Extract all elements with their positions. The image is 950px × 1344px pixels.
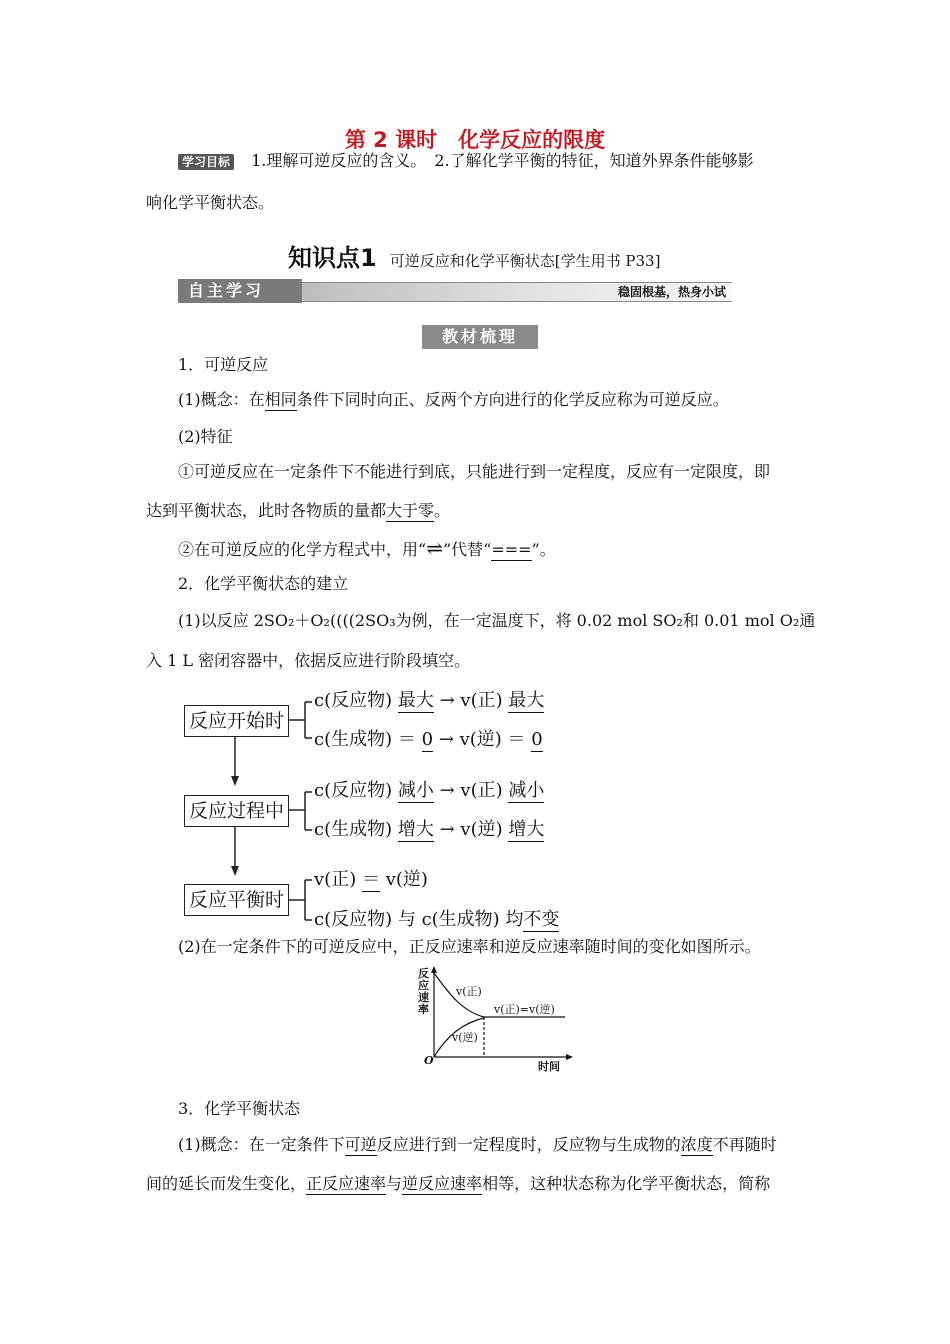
goals-line-2: 响化学平衡状态。 xyxy=(146,193,275,212)
flow-row-equilibrium-rate xyxy=(314,867,428,893)
paragraph-concept xyxy=(178,389,808,411)
knowledge-point-heading xyxy=(288,238,660,273)
paragraph-feature-1b xyxy=(146,500,806,522)
flow-box-equilibrium: 反应平衡时 xyxy=(184,884,289,916)
paragraph-feature-1a: ①可逆反应在一定条件下不能进行到底，只能进行到一定程度，反应有一定限度，即 xyxy=(178,462,771,481)
text-span: 条件下同时向正、反两个方向进行的化学反应称为可逆反应。 xyxy=(296,390,729,409)
flow-box-process: 反应过程中 xyxy=(184,795,289,827)
answer-blank: 相同 xyxy=(264,390,297,409)
paragraph-graph-intro: (2)在一定条件下的可逆反应中，正反应速率和逆反应速率随时间的变化如图所示。 xyxy=(178,937,761,956)
text-span: 相等，这种状态称为化学平衡状态，简称 xyxy=(482,1174,771,1193)
text-span: → v(逆) xyxy=(439,819,503,840)
banner-slogan: 稳固根基，热身小试 xyxy=(617,285,726,299)
answer-blank: 增大 xyxy=(508,819,545,840)
text-span: c(生成物) xyxy=(314,819,393,840)
graph-ylabel-2: 应 xyxy=(418,979,429,992)
answer-blank: 正反应速率 xyxy=(306,1174,387,1193)
text-span: 不再随时 xyxy=(712,1135,777,1154)
answer-blank: 0 xyxy=(421,729,434,750)
answer-blank: 可逆 xyxy=(344,1135,377,1154)
banner-strip xyxy=(302,282,732,302)
goals-text-1: 1.理解可逆反应的含义。 2.了解化学平衡的特征，知道外界条件能够影 xyxy=(251,151,754,170)
section-label: 教材梳理 xyxy=(422,325,538,349)
graph-origin: O xyxy=(424,1054,434,1067)
text-span: v(逆) xyxy=(385,869,428,890)
graph-label-forward: v(正) xyxy=(456,985,482,998)
graph-ylabel-3: 速 xyxy=(418,991,429,1004)
heading-features: (2)特征 xyxy=(178,427,233,446)
knowledge-point-subtitle: 可逆反应和化学平衡状态[学生用书 P33] xyxy=(389,252,661,270)
answer-blank: 0 xyxy=(531,729,543,750)
graph-label-equal: v(正)=v(逆) xyxy=(494,1003,555,1016)
graph-xlabel: 时间 xyxy=(538,1060,560,1073)
text-span: 达到平衡状态，此时各物质的量都 xyxy=(146,501,387,520)
text-span: (1)概念：在一定条件下 xyxy=(178,1135,345,1154)
text-span: ”。 xyxy=(531,540,556,559)
text-span: → v(正) xyxy=(439,690,503,711)
answer-blank: 不变 xyxy=(523,909,560,930)
text-span: → v(逆) ＝ xyxy=(438,729,526,750)
flow-box-start: 反应开始时 xyxy=(184,705,289,737)
heading-reversible-reaction: 1．可逆反应 xyxy=(178,355,269,374)
flow-row-process-reactant xyxy=(314,778,544,804)
text-span: 与 xyxy=(386,1174,403,1193)
heading-chemical-equilibrium: 3．化学平衡状态 xyxy=(178,1099,301,1118)
goals-badge: 学习目标 xyxy=(178,154,234,170)
graph-ylabel-4: 率 xyxy=(418,1003,429,1016)
text-span: → v(正) xyxy=(439,780,503,801)
text-span: c(反应物) 与 c(生成物) 均 xyxy=(314,909,524,930)
paragraph-equilibrium-concept-a xyxy=(178,1134,808,1156)
knowledge-point-number: 知识点1 xyxy=(288,244,377,272)
flow-row-start-product xyxy=(314,727,543,753)
answer-blank: 增大 xyxy=(397,819,434,840)
heading-equilibrium-establishment: 2．化学平衡状态的建立 xyxy=(178,574,349,593)
rate-time-graph xyxy=(410,965,580,1075)
banner-label: 自主学习 xyxy=(178,279,302,303)
text-span: ”代替“ xyxy=(442,540,492,559)
equals-sign: === xyxy=(491,540,532,559)
text-span: v(正) xyxy=(314,869,357,890)
page-title: 第 2 课时 化学反应的限度 xyxy=(344,128,606,152)
answer-blank: 减小 xyxy=(397,780,434,801)
text-span: c(反应物) xyxy=(314,780,393,801)
text-span: 间的延长而发生变化， xyxy=(146,1174,307,1193)
goals-line-1 xyxy=(178,150,838,173)
answer-blank: 最大 xyxy=(508,690,545,711)
text-span: 。 xyxy=(434,501,451,520)
flow-row-process-product xyxy=(314,817,544,843)
text-span: 反应进行到一定程度时，反应物与生成物的 xyxy=(376,1135,681,1154)
paragraph-feature-2 xyxy=(178,537,808,561)
answer-blank: 大于零 xyxy=(386,501,435,520)
flow-row-start-reactant xyxy=(314,688,544,714)
graph-label-reverse: v(逆) xyxy=(452,1031,478,1044)
text-span: c(反应物) xyxy=(314,690,393,711)
reversible-arrow-icon: ⇌ xyxy=(426,536,443,560)
paragraph-example-b: 入 1 L 密闭容器中，依据反应进行阶段填空。 xyxy=(146,651,471,670)
answer-blank: 逆反应速率 xyxy=(402,1174,483,1193)
text-span: (1)概念：在 xyxy=(178,390,265,409)
paragraph-equilibrium-concept-b xyxy=(146,1173,806,1195)
self-study-banner xyxy=(178,279,800,303)
answer-blank: 最大 xyxy=(397,690,434,711)
paragraph-example-a: (1)以反应 2SO₂＋O₂((((2SO₃为例，在一定温度下，将 0.02 mol SO₂和 0.01 mol O₂通 xyxy=(178,611,816,630)
answer-blank: 减小 xyxy=(508,780,545,801)
graph-ylabel-1: 反 xyxy=(418,967,429,980)
text-span: ②在可逆反应的化学方程式中，用“ xyxy=(178,540,427,559)
answer-blank: 浓度 xyxy=(680,1135,713,1154)
answer-blank: ＝ xyxy=(361,869,380,890)
flow-row-equilibrium-conc xyxy=(314,907,559,933)
text-span: c(生成物) ＝ xyxy=(314,729,416,750)
